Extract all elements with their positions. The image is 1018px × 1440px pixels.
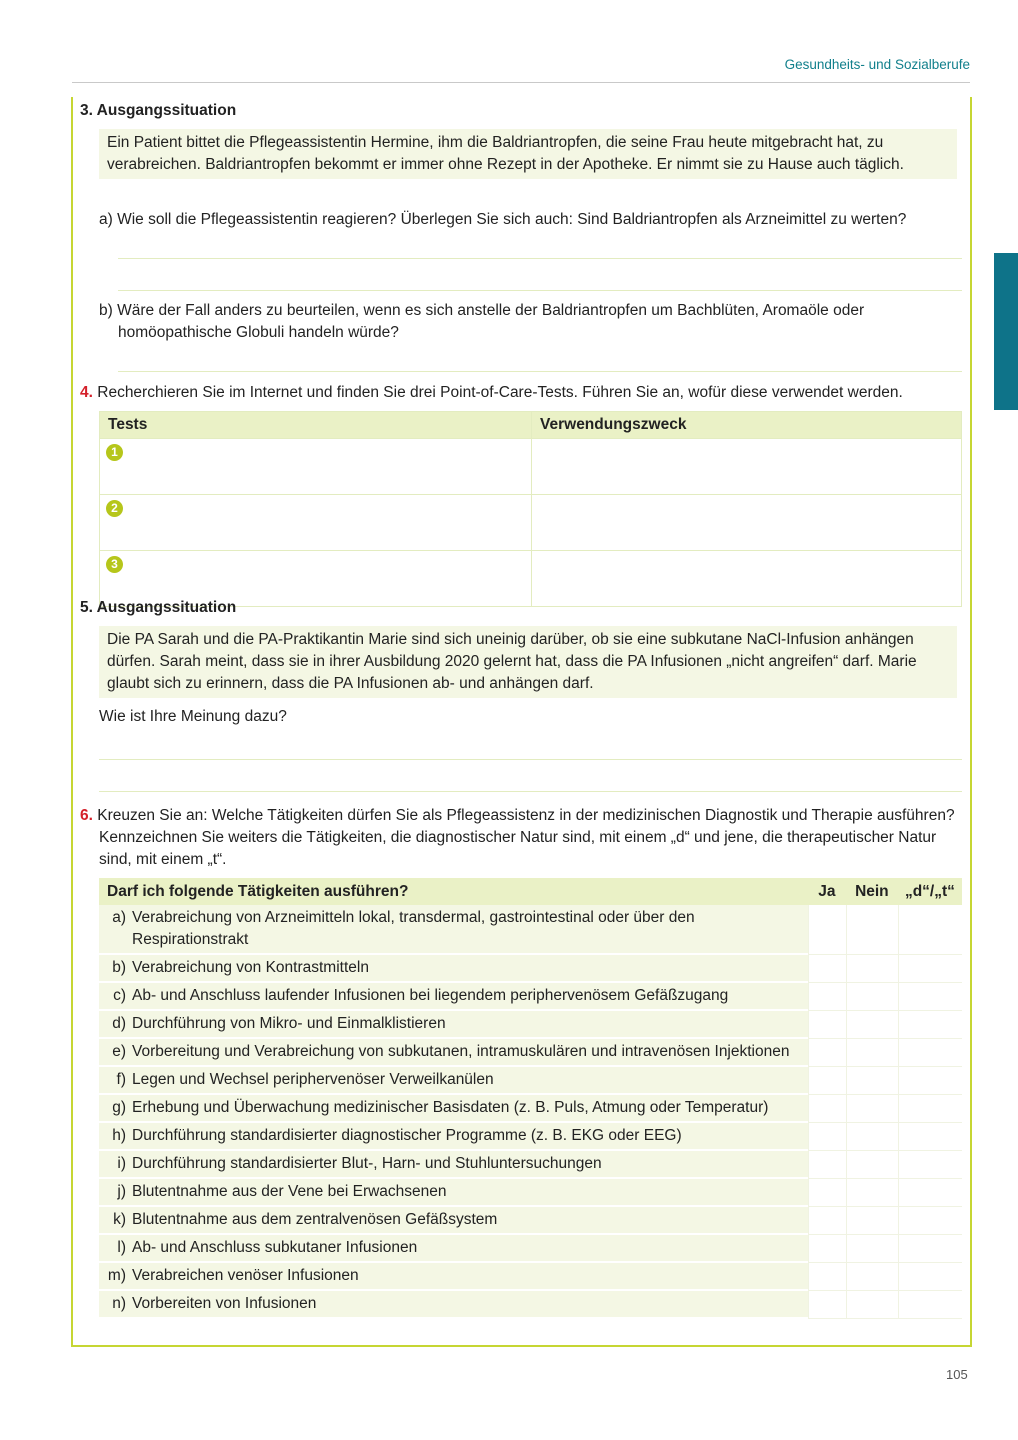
row-label: b) [112, 959, 126, 976]
table-row [99, 1263, 962, 1291]
task3-question-b [99, 300, 948, 344]
d-t-field[interactable] [898, 1067, 962, 1095]
table-row [99, 1039, 962, 1067]
d-t-field[interactable] [898, 1095, 962, 1123]
d-t-field[interactable] [898, 1011, 962, 1039]
column-header-tests: Tests [100, 412, 532, 439]
yes-checkbox[interactable] [808, 955, 846, 983]
test-cell[interactable] [100, 439, 532, 495]
table-row [99, 1179, 962, 1207]
row-label: e) [112, 1043, 126, 1060]
task5-heading [80, 599, 236, 617]
row-label: i) [117, 1155, 126, 1172]
yes-checkbox[interactable] [808, 905, 846, 955]
row-label: g) [112, 1099, 126, 1116]
task3-situation-box: Ein Patient bittet die Pflegeassistentin Hermine, ihm die Baldriantropfen, die seine Frau heute mitgebracht hat, zu verabreichen. Baldriantropfen bekommt er immer ohne Rezept in der Apotheke. Er nimmt sie zu Hause auch täglich. [99, 129, 957, 179]
d-t-field[interactable] [898, 1039, 962, 1067]
table-row [100, 495, 962, 551]
number-2-icon: 2 [106, 500, 123, 517]
no-checkbox[interactable] [846, 983, 898, 1011]
table-row [99, 1235, 962, 1263]
answer-line[interactable] [118, 290, 962, 291]
answer-line[interactable] [99, 791, 962, 792]
d-t-field[interactable] [898, 983, 962, 1011]
table-row [99, 983, 962, 1011]
row-label: m) [107, 1267, 126, 1284]
d-t-field[interactable] [898, 1151, 962, 1179]
d-t-field[interactable] [898, 1207, 962, 1235]
row-text: Blutentnahme aus dem zentralvenösen Gefäßsystem [132, 1211, 498, 1228]
d-t-field[interactable] [898, 1123, 962, 1151]
table-row [99, 955, 962, 983]
page-number: 105 [946, 1367, 968, 1382]
yes-checkbox[interactable] [808, 1151, 846, 1179]
task4-instruction [80, 382, 960, 404]
column-header-d-t: „d“/„t“ [898, 878, 962, 905]
task3-number: 3. [80, 102, 93, 119]
question-text: Wäre der Fall anders zu beurteilen, wenn es sich anstelle der Baldriantropfen um Bachblüten, Aromaöle oder homöopathische Globuli handeln würde? [117, 302, 865, 341]
yes-checkbox[interactable] [808, 1123, 846, 1151]
task3-question-a [99, 209, 964, 231]
table-row [99, 1291, 962, 1319]
task3-heading [80, 102, 236, 120]
d-t-field[interactable] [898, 1179, 962, 1207]
no-checkbox[interactable] [846, 955, 898, 983]
row-text: Durchführung standardisierter diagnostischer Programme (z. B. EKG oder EEG) [132, 1127, 682, 1144]
no-checkbox[interactable] [846, 1151, 898, 1179]
row-text: Ab- und Anschluss laufender Infusionen bei liegendem periphervenösem Gefäßzugang [132, 987, 729, 1004]
number-1-icon: 1 [106, 444, 123, 461]
yes-checkbox[interactable] [808, 1207, 846, 1235]
yes-checkbox[interactable] [808, 1263, 846, 1291]
row-label: f) [116, 1071, 126, 1088]
row-text: Vorbereiten von Infusionen [132, 1295, 317, 1312]
row-text: Blutentnahme aus der Vene bei Erwachsenen [132, 1183, 447, 1200]
task5-question: Wie ist Ihre Meinung dazu? [99, 708, 287, 725]
table-row [99, 1207, 962, 1235]
table-row [99, 1067, 962, 1095]
table-row [99, 1011, 962, 1039]
table-row [99, 1151, 962, 1179]
d-t-field[interactable] [898, 905, 962, 955]
row-text: Verabreichung von Kontrastmitteln [132, 959, 369, 976]
column-header-no: Nein [846, 878, 898, 905]
column-header-yes: Ja [808, 878, 846, 905]
question-text: Wie soll die Pflegeassistentin reagieren? Überlegen Sie sich auch: Sind Baldriantropfen als Arzneimittel zu werten? [117, 211, 907, 228]
row-text: Ab- und Anschluss subkutaner Infusionen [132, 1239, 418, 1256]
column-header-activity: Darf ich folgende Tätigkeiten ausführen? [99, 878, 808, 905]
purpose-cell[interactable] [532, 439, 962, 495]
no-checkbox[interactable] [846, 1291, 898, 1319]
row-text: Vorbereitung und Verabreichung von subkutanen, intramuskulären und intravenösen Injektionen [132, 1043, 790, 1060]
number-3-icon: 3 [106, 556, 123, 573]
table-row [99, 1123, 962, 1151]
purpose-cell[interactable] [532, 495, 962, 551]
running-head: Gesundheits- und Sozialberufe [784, 57, 970, 72]
task3-title: Ausgangssituation [96, 102, 237, 119]
task5-number: 5. [80, 599, 93, 616]
table-row [99, 1095, 962, 1123]
task6-instruction [80, 805, 969, 871]
column-header-purpose: Verwendungszweck [532, 412, 962, 439]
d-t-field[interactable] [898, 955, 962, 983]
row-label: l) [117, 1239, 126, 1256]
activities-checklist-table [99, 878, 962, 1319]
row-text: Verabreichen venöser Infusionen [132, 1267, 359, 1284]
question-label: b) [99, 302, 113, 319]
no-checkbox[interactable] [846, 1039, 898, 1067]
no-checkbox[interactable] [846, 1179, 898, 1207]
no-checkbox[interactable] [846, 1263, 898, 1291]
header-divider [72, 82, 970, 83]
row-label: h) [112, 1127, 126, 1144]
row-label: a) [112, 909, 126, 926]
task4-text: Recherchieren Sie im Internet und finden Sie drei Point-of-Care-Tests. Führen Sie an, wofür diese verwendet werden. [97, 384, 903, 401]
no-checkbox[interactable] [846, 1011, 898, 1039]
row-label: n) [112, 1295, 126, 1312]
yes-checkbox[interactable] [808, 983, 846, 1011]
table-row [100, 439, 962, 495]
no-checkbox[interactable] [846, 1095, 898, 1123]
row-text: Durchführung von Mikro- und Einmalklistieren [132, 1015, 446, 1032]
no-checkbox[interactable] [846, 1207, 898, 1235]
no-checkbox[interactable] [846, 1235, 898, 1263]
d-t-field[interactable] [898, 1263, 962, 1291]
poc-tests-table [99, 411, 962, 607]
no-checkbox[interactable] [846, 1123, 898, 1151]
task6-text: Kreuzen Sie an: Welche Tätigkeiten dürfen Sie als Pflegeassistenz in der medizinischen Diagnostik und Therapie ausführen? Kennzeichnen Sie weiters die Tätigkeiten, die diagnostischer Natur sind, mit einem „d“ und jene, die therapeutischer Natur sind, mit einem „t“. [97, 807, 955, 868]
yes-checkbox[interactable] [808, 1235, 846, 1263]
row-text: Verabreichung von Arzneimitteln lokal, transdermal, gastrointestinal oder über den Respirationstrakt [132, 909, 695, 948]
chapter-side-tab [994, 253, 1018, 410]
d-t-field[interactable] [898, 1235, 962, 1263]
row-text: Legen und Wechsel periphervenöser Verweilkanülen [132, 1071, 494, 1088]
task5-title: Ausgangssituation [96, 599, 237, 616]
yes-checkbox[interactable] [808, 1179, 846, 1207]
yes-checkbox[interactable] [808, 1291, 846, 1319]
row-label: d) [112, 1015, 126, 1032]
yes-checkbox[interactable] [808, 1011, 846, 1039]
yes-checkbox[interactable] [808, 1095, 846, 1123]
no-checkbox[interactable] [846, 905, 898, 955]
purpose-cell[interactable] [532, 551, 962, 607]
row-text: Erhebung und Überwachung medizinischer Basisdaten (z. B. Puls, Atmung oder Temperatur) [132, 1099, 769, 1116]
row-label: j) [117, 1183, 126, 1200]
answer-line[interactable] [99, 759, 962, 760]
table-row [99, 905, 962, 955]
d-t-field[interactable] [898, 1291, 962, 1319]
yes-checkbox[interactable] [808, 1039, 846, 1067]
row-label: k) [113, 1211, 126, 1228]
answer-line[interactable] [118, 258, 962, 259]
question-label: a) [99, 211, 113, 228]
test-cell[interactable] [100, 495, 532, 551]
row-text: Durchführung standardisierter Blut-, Harn- und Stuhluntersuchungen [132, 1155, 602, 1172]
task5-situation-box: Die PA Sarah und die PA-Praktikantin Marie sind sich uneinig darüber, ob sie eine subkutane NaCl-Infusion anhängen dürfen. Sarah meint, dass sie in ihrer Ausbildung 2020 gelernt hat, dass die PA Infusionen „nicht angreifen“ darf. Marie glaubt sich zu erinnern, dass die PA Infusionen ab- und anhängen darf. [99, 626, 957, 698]
answer-line[interactable] [118, 371, 962, 372]
no-checkbox[interactable] [846, 1067, 898, 1095]
task6-number: 6. [80, 807, 93, 824]
row-label: c) [113, 987, 126, 1004]
yes-checkbox[interactable] [808, 1067, 846, 1095]
task4-number: 4. [80, 384, 93, 401]
